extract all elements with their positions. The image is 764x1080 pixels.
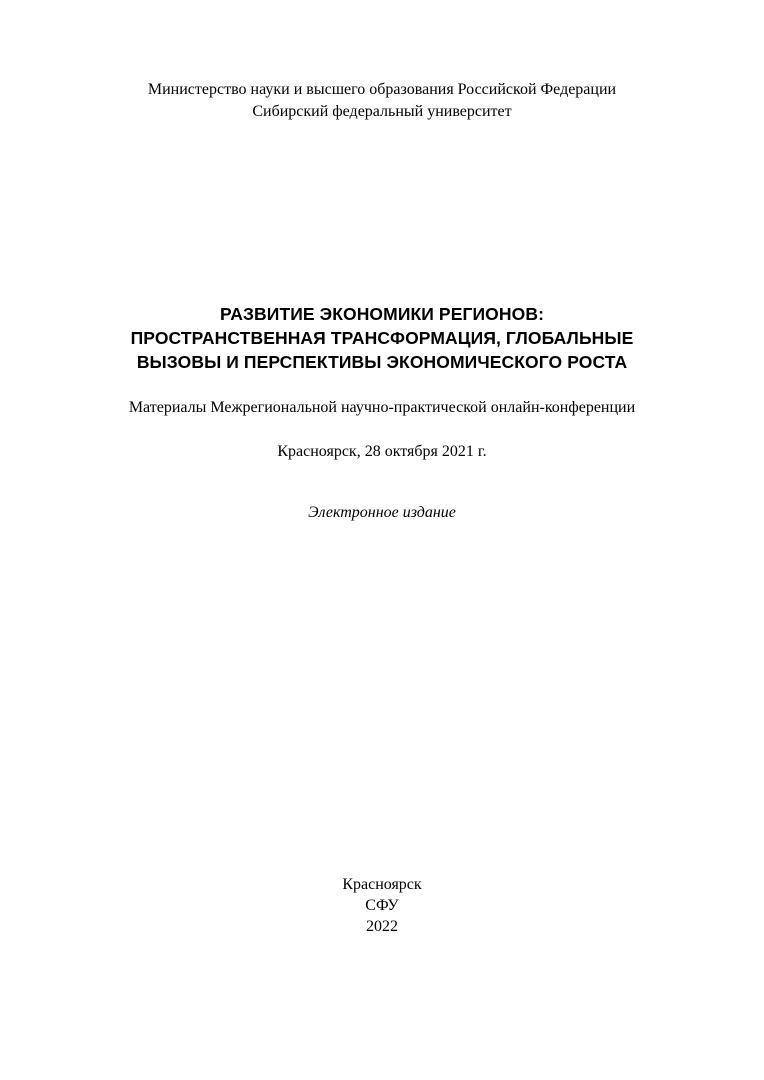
imprint-publisher: СФУ (365, 897, 399, 914)
title-line-3: ВЫЗОВЫ И ПЕРСПЕКТИВЫ ЭКОНОМИЧЕСКОГО РОСТА (136, 352, 628, 372)
university-line: Сибирский федеральный университет (252, 103, 512, 120)
title-line-2: ПРОСТРАНСТВЕННАЯ ТРАНСФОРМАЦИЯ, ГЛОБАЛЬНЫЕ (130, 328, 634, 348)
place-date: Красноярск, 28 октября 2021 г. (277, 443, 487, 460)
conference-subtitle: Материалы Межрегиональной научно-практической онлайн-конференции (128, 399, 636, 416)
imprint-year: 2022 (366, 918, 398, 935)
title-line-1: РАЗВИТИЕ ЭКОНОМИКИ РЕГИОНОВ: (220, 304, 544, 324)
imprint-city: Красноярск (342, 876, 422, 893)
edition-type: Электронное издание (308, 504, 456, 521)
ministry-line: Министерство науки и высшего образования Российской Федерации (147, 81, 617, 98)
